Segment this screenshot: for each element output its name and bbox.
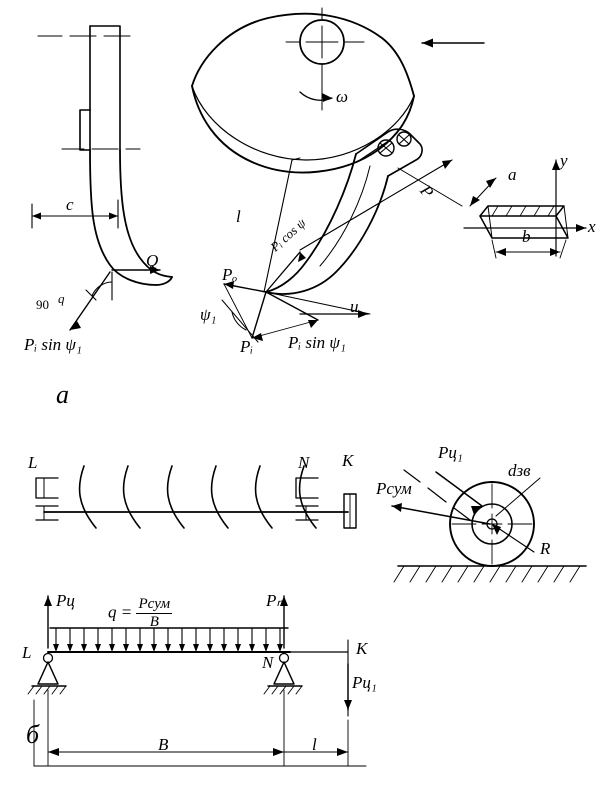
label-P0: Pₒ xyxy=(222,265,238,284)
label-K-top: K xyxy=(342,451,354,470)
label-u: u xyxy=(350,297,359,316)
label-L-top: L xyxy=(28,453,38,472)
label-Pts-bottom: Pц₁ xyxy=(352,673,377,692)
label-N-top: N xyxy=(298,453,310,472)
label-b: b xyxy=(522,227,531,246)
label-Pts-left: Pц xyxy=(56,591,75,610)
label-K-bot: K xyxy=(356,639,368,658)
label-l-left: l xyxy=(236,207,241,226)
label-Pi-sin-psi1-left: Pᵢ sin ψ₁ xyxy=(24,335,82,354)
label-q-denominator: B xyxy=(136,613,172,631)
label-omega: ω xyxy=(336,87,349,106)
label-q-eq: q = xyxy=(108,602,133,622)
label-y-axis: y xyxy=(560,151,568,170)
label-P-right: P xyxy=(416,181,438,202)
label-q-numerator: Pсум xyxy=(138,596,171,612)
label-Pi: Pᵢ xyxy=(240,337,254,356)
label-L-bot: L xyxy=(22,643,32,662)
label-Psum: Pсум xyxy=(376,479,412,498)
label-q-fraction xyxy=(136,596,172,631)
label-Pi-sin-psi1: Pᵢ sin ψ₁ xyxy=(288,333,346,352)
label-PN: Pₙ xyxy=(266,591,284,610)
label-c: c xyxy=(66,195,74,214)
label-a: a xyxy=(508,165,517,184)
label-R: R xyxy=(540,539,551,558)
label-x-axis: x xyxy=(588,217,596,236)
label-Pts1: Pц₁ xyxy=(438,443,463,462)
label-Pi-cos-psi: Pᵢ cos ψ xyxy=(267,215,309,255)
label-l-dim: l xyxy=(312,735,317,754)
label-q-equation xyxy=(108,596,172,631)
label-angle-90: 90 xyxy=(36,297,49,312)
label-part-b: б xyxy=(26,720,40,749)
label-part-a: а xyxy=(56,380,69,409)
label-Q: Q xyxy=(146,251,159,270)
label-psi1: ψ₁ xyxy=(200,305,217,324)
label-B-dim: B xyxy=(158,735,169,754)
label-N-bot: N xyxy=(262,653,274,672)
label-d-zv: dзв xyxy=(508,461,531,480)
label-angle-q: q xyxy=(58,291,65,306)
